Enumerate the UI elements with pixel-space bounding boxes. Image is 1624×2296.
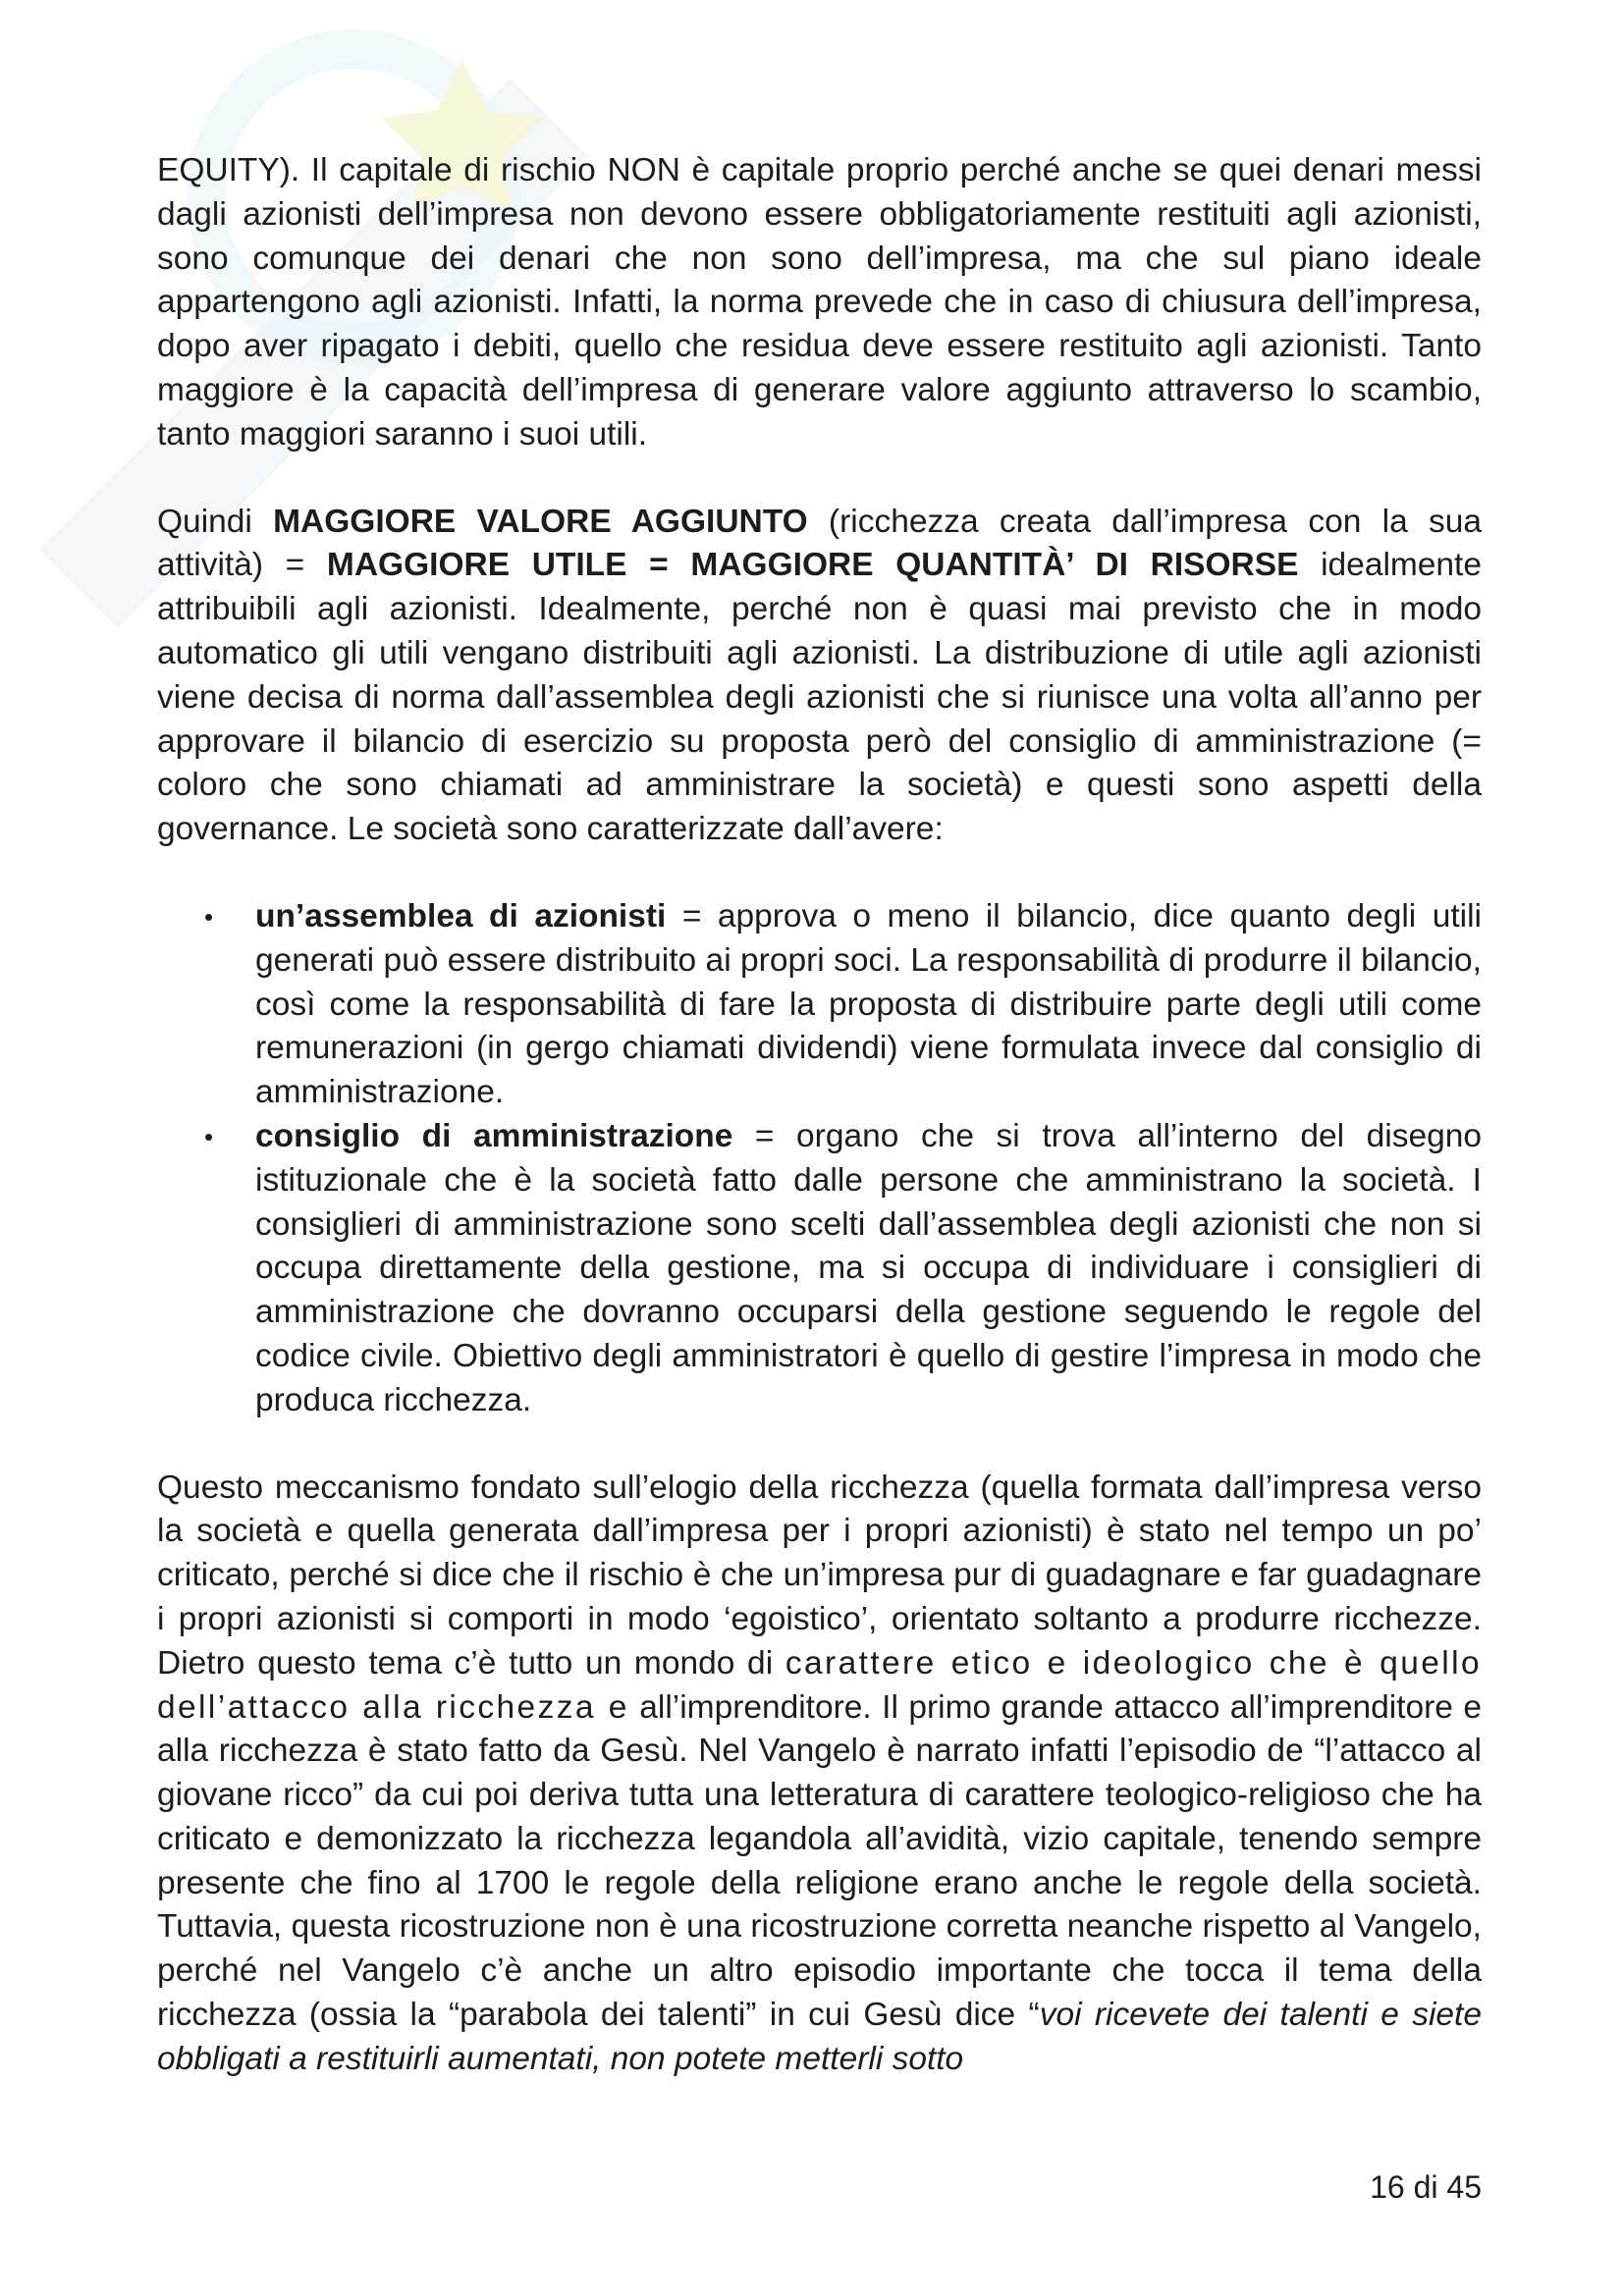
quote-parabola-talenti: voi ricevete dei talenti e siete obbligati a restituirli aumentati, non potete metterli sotto	[157, 1997, 1482, 2077]
list-item-term: consiglio di amministrazione	[255, 1117, 733, 1154]
highlight-maggiore-valore-aggiunto: MAGGIORE VALORE AGGIUNTO	[273, 503, 808, 540]
page-number: 16 di 45	[1370, 2169, 1482, 2205]
paragraph-elogio-ricchezza-part1: Questo meccanismo fondato sull’elogio della ricchezza (quella formata dall’impresa verso la società e quella generata dall’impresa per i propri azionisti) è stato nel tempo un po’ criticato, perché si dice che il rischio è che un’impresa pur di guadagnare e far guadagnare i propri azionisti si comporti in modo ‘egoistico’, orientato soltanto a produrre ricchezze. Dietro questo tema c’è tutto un mondo di	[157, 1468, 1482, 1682]
paragraph-elogio-ricchezza-spaced: carattere etico e ideologico che è quello dell’attacco alla ricchezza e	[157, 1644, 1482, 1726]
paragraph-valore-aggiunto-intro: Quindi	[157, 503, 274, 540]
list-item	[157, 895, 1482, 1115]
list-item-text: = approva o meno il bilancio, dice quanto degli utili generati può essere distribuito ai propri soci. La responsabilità di produrre il bilancio, così come la responsabilità di fare la proposta di distribuire parte degli utili come remunerazioni (in gergo chiamati dividendi) viene formulata invece dal consiglio di amministrazione.	[255, 897, 1483, 1111]
list-item-term: un’assemblea di azionisti	[255, 897, 667, 934]
list-item	[157, 1115, 1482, 1423]
paragraph-valore-aggiunto	[157, 501, 1482, 852]
paragraph-valore-aggiunto-mid: (ricchezza creata dall’impresa con la sua attività) =	[157, 503, 1483, 584]
list-item-text: = organo che si trova all’interno del disegno istituzionale che è la società fatto dalle persone che amministrano la società. I consiglieri di amministrazione sono scelti dall’assemblea degli azionisti che non si occupa direttamente della gestione, ma si occupa di individuare i consiglieri di amministrazione che dovranno occuparsi della gestione seguendo le regole del codice civile. Obiettivo degli amministratori è quello di gestire l’impresa in modo che produca ricchezza.	[255, 1117, 1482, 1418]
bullet-icon: •	[204, 901, 214, 932]
document-body	[157, 149, 1482, 2125]
governance-list	[157, 895, 1482, 1423]
paragraph-capitale-rischio	[157, 149, 1482, 457]
highlight-maggiore-utile: MAGGIORE UTILE = MAGGIORE QUANTITÀ’ DI RISORSE	[326, 547, 1299, 584]
paragraph-elogio-ricchezza	[157, 1467, 1482, 2082]
paragraph-elogio-ricchezza-part2: all’imprenditore. Il primo grande attacco all’imprenditore e alla ricchezza è stato fatto da Gesù. Nel Vangelo è narrato infatti l’episodio de “l’attacco al giovane ricco” da cui poi deriva tutta una letteratura di carattere teologico-religioso che ha criticato e demonizzato la ricchezza legandola all’avidità, vizio capitale, tenendo sempre presente che fino al 1700 le regole della religione erano anche le regole della società. Tuttavia, questa ricostruzione non è una ricostruzione corretta neanche rispetto al Vangelo, perché nel Vangelo c’è anche un altro episodio importante che tocca il tema della ricchezza (ossia la “parabola dei talenti” in cui Gesù dice “	[157, 1688, 1483, 2034]
paragraph-valore-aggiunto-rest: idealmente attribuibili agli azionisti. Idealmente, perché non è quasi mai previsto che in modo automatico gli utili vengano distribuiti agli azionisti. La distribuzione di utile agli azionisti viene decisa di norma dall’assemblea degli azionisti che si riunisce una volta all’anno per approvare il bilancio di esercizio su proposta però del consiglio di amministrazione (= coloro che sono chiamati ad amministrare la società) e questi sono aspetti della governance. Le società sono caratterizzate dall’avere:	[157, 547, 1482, 848]
paragraph-capitale-rischio-text: EQUITY). Il capitale di rischio NON è capitale proprio perché anche se quei denari messi dagli azionisti dell’impresa non devono essere obbligatoriamente restituiti agli azionisti, sono comunque dei denari che non sono dell’impresa, ma che sul piano ideale appartengono agli azionisti. Infatti, la norma prevede che in caso di chiusura dell’impresa, dopo aver ripagato i debiti, quello che residua deve essere restituito agli azionisti. Tanto maggiore è la capacità dell’impresa di generare valore aggiunto attraverso lo scambio, tanto maggiori saranno i suoi utili.	[157, 152, 1482, 453]
bullet-icon: •	[204, 1121, 214, 1151]
